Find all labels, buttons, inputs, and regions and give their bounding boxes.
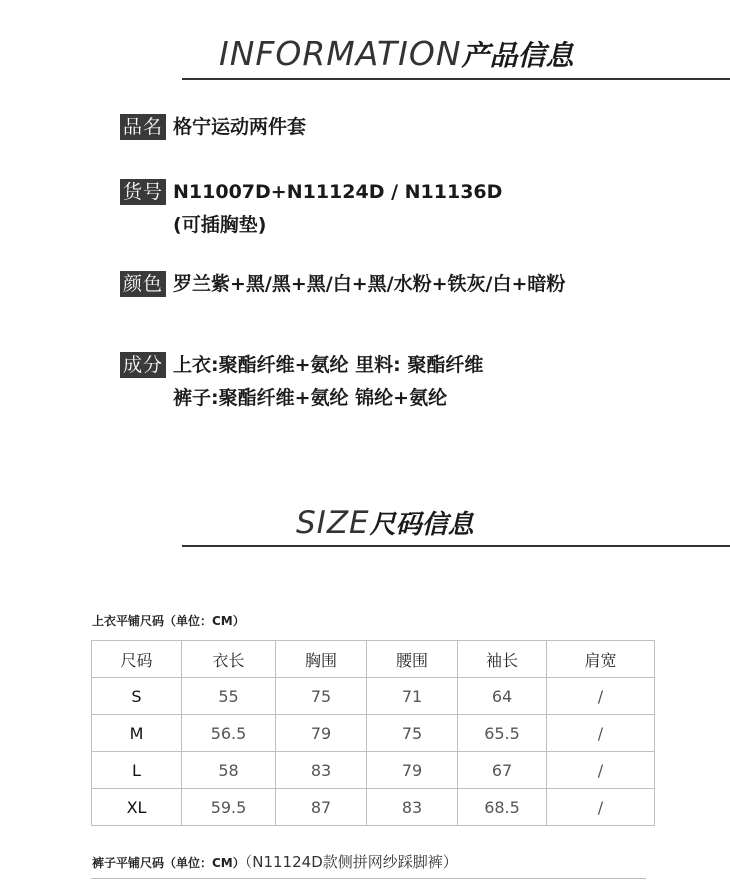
- table-cell: 75: [276, 678, 367, 715]
- info-row-sku: [120, 179, 502, 242]
- info-value-color: [173, 268, 565, 301]
- info-tag-sku: 货号: [120, 179, 166, 205]
- info-row-material: [120, 352, 483, 415]
- table-cell: 67: [458, 752, 547, 789]
- table-cell: 79: [367, 752, 458, 789]
- header-cell: 腰围: [367, 641, 458, 678]
- table-cell: /: [547, 678, 655, 715]
- table-cell: 83: [276, 752, 367, 789]
- header-cell: 衣长: [182, 641, 276, 678]
- table-row: [92, 752, 655, 789]
- table-cell: 56.5: [182, 715, 276, 752]
- top-size-table: [91, 640, 655, 826]
- table-cell: 59.5: [182, 789, 276, 826]
- info-title-underline: [182, 78, 730, 80]
- bottom-caption-main: 裤子平铺尺码（单位：CM）: [92, 856, 245, 870]
- bottom-table-caption: [92, 851, 458, 872]
- info-title-zh: 产品信息: [461, 39, 574, 72]
- table-cell: 55: [182, 678, 276, 715]
- size-title-zh: 尺码信息: [369, 510, 474, 540]
- info-row-color: [120, 271, 565, 301]
- info-tag-material: 成分: [120, 352, 166, 378]
- table-cell: S: [92, 678, 182, 715]
- info-value-name: [173, 111, 306, 144]
- table-cell: 87: [276, 789, 367, 826]
- header-cell: 袖长: [458, 641, 547, 678]
- table-row: [92, 678, 655, 715]
- table-cell: L: [92, 752, 182, 789]
- table-cell: /: [547, 789, 655, 826]
- bottom-table-top-border: [91, 878, 646, 879]
- info-value-sku: [173, 176, 502, 242]
- table-row: [92, 789, 655, 826]
- size-title-en: SIZE: [296, 505, 370, 541]
- info-value-line: 裤子:聚酯纤维+氨纶 锦纶+氨纶: [173, 387, 448, 409]
- table-cell: /: [547, 752, 655, 789]
- size-title-underline: [182, 545, 730, 547]
- header-cell: 胸围: [276, 641, 367, 678]
- info-tag-color: 颜色: [120, 271, 166, 297]
- table-cell: /: [547, 715, 655, 752]
- table-cell: 68.5: [458, 789, 547, 826]
- info-value-line: N11007D+N11124D / N11136D: [173, 181, 503, 203]
- info-value-line: 上衣:聚酯纤维+氨纶 里料: 聚酯纤维: [173, 354, 484, 376]
- table-header-row: [92, 641, 655, 678]
- info-value-line: (可插胸垫): [173, 214, 267, 236]
- info-row-name: [120, 114, 306, 144]
- info-value-line: 格宁运动两件套: [173, 116, 307, 138]
- table-cell: 75: [367, 715, 458, 752]
- table-cell: 65.5: [458, 715, 547, 752]
- info-title-en: INFORMATION: [219, 34, 462, 73]
- info-tag-name: 品名: [120, 114, 166, 140]
- info-value-material: [173, 349, 483, 415]
- table-row: [92, 715, 655, 752]
- table-cell: 64: [458, 678, 547, 715]
- header-cell: 肩宽: [547, 641, 655, 678]
- info-section-title: [219, 34, 574, 74]
- bottom-caption-extra: （N11124D款侧拼网纱踩脚裤）: [244, 853, 458, 871]
- info-value-line: 罗兰紫+黑/黑+黑/白+黑/水粉+铁灰/白+暗粉: [173, 273, 566, 295]
- table-cell: 79: [276, 715, 367, 752]
- top-table-caption: 上衣平铺尺码（单位：CM）: [92, 614, 245, 628]
- size-section-title: [296, 504, 474, 541]
- table-cell: 58: [182, 752, 276, 789]
- table-cell: 83: [367, 789, 458, 826]
- table-cell: 71: [367, 678, 458, 715]
- table-cell: XL: [92, 789, 182, 826]
- header-cell: 尺码: [92, 641, 182, 678]
- table-cell: M: [92, 715, 182, 752]
